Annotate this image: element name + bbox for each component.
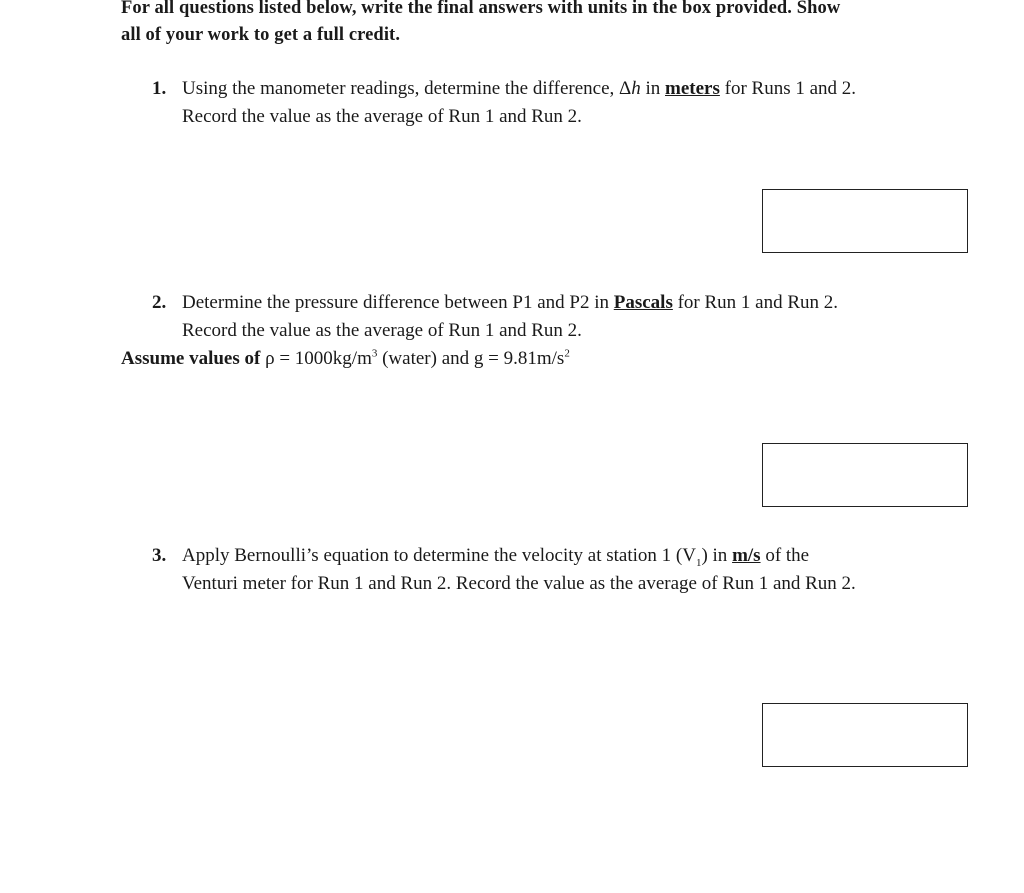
question-3-text-pre: Apply Bernoulli’s equation to determine the velocity at station 1 (V: [182, 545, 696, 566]
question-2-text-pre: Determine the pressure difference between P1 and P2 in: [182, 292, 609, 313]
question-1-text-pre: Using the manometer readings, determine the difference,: [182, 78, 615, 99]
question-3-text-mid: ) in: [701, 545, 728, 566]
question-1: [152, 75, 952, 131]
assumption-label: Assume values of: [121, 348, 261, 369]
question-1-in: in: [645, 78, 661, 99]
instructions-line-2: all of your work to get a full credit.: [121, 25, 401, 45]
assumption-line: [121, 345, 570, 373]
question-1-number: 1.: [152, 78, 167, 99]
question-3: [152, 542, 952, 598]
question-1-text-post: for Runs 1 and 2.: [724, 78, 857, 99]
question-3-line-2: Venturi meter for Run 1 and Run 2. Record the value as the average of Run 1 and Run 2.: [182, 573, 856, 594]
question-2-line-2: Record the value as the average of Run 1 and Run 2.: [182, 320, 582, 341]
question-3-unit: m/s: [732, 545, 761, 566]
question-2-text-post: for Run 1 and Run 2.: [677, 292, 839, 313]
question-3-text-post: of the: [765, 545, 810, 566]
instructions-line-1: For all questions listed below, write the final answers with units in the box provided. Show: [121, 0, 841, 18]
question-2-unit: Pascals: [613, 292, 673, 313]
question-2-number: 2.: [152, 292, 167, 313]
g-expression: (water) and $g = 9.81m/s^2$: [382, 347, 570, 369]
question-1-line-2: Record the value as the average of Run 1 and Run 2.: [182, 106, 582, 127]
answer-box-1[interactable]: [762, 189, 968, 253]
rho-expression: $\rho = 1000kg/m^3$: [265, 347, 378, 369]
answer-box-2[interactable]: [762, 443, 968, 507]
answer-box-3[interactable]: [762, 703, 968, 767]
question-3-number: 3.: [152, 545, 167, 566]
instructions: [121, 0, 921, 49]
question-1-unit: meters: [665, 78, 720, 99]
question-2: [152, 289, 952, 345]
delta-h-symbol: Δh: [619, 78, 641, 99]
v1-subscript: 1: [695, 556, 702, 569]
